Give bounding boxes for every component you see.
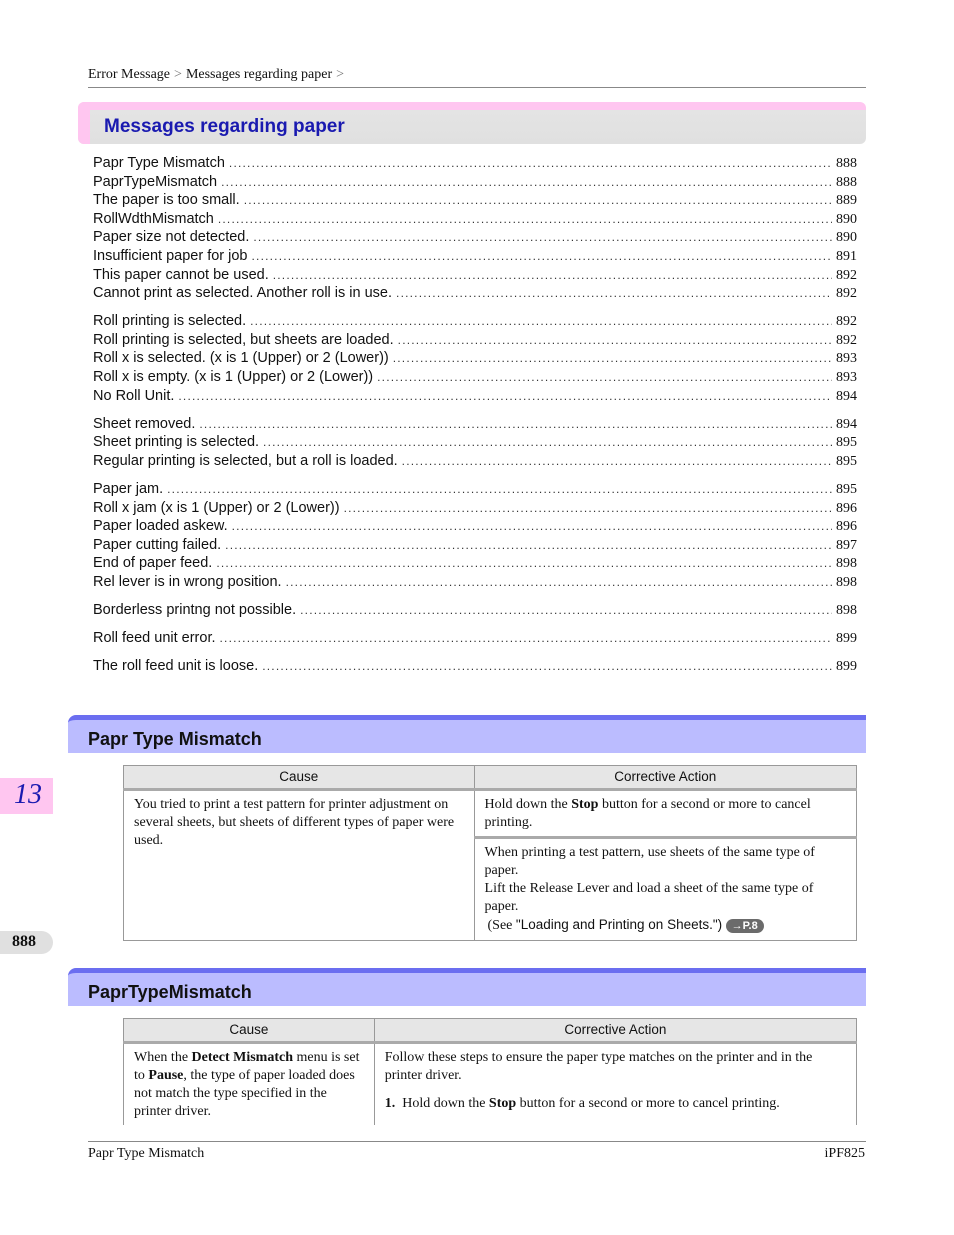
step-text: Hold down the: [402, 1096, 489, 1111]
dot-leader: [220, 629, 832, 648]
toc-entry[interactable]: [93, 173, 857, 192]
toc-entry-label[interactable]: Paper loaded askew.: [93, 518, 228, 535]
toc-entry-page[interactable]: 889: [836, 193, 857, 209]
toc-entry-label[interactable]: End of paper feed.: [93, 555, 213, 572]
cross-reference: [485, 916, 846, 935]
chapter-number: 13: [14, 779, 42, 810]
toc-entry-label[interactable]: Sheet printing is selected.: [93, 434, 260, 451]
dot-leader: [229, 154, 832, 173]
step-number: 1.: [384, 1096, 396, 1111]
dot-leader: [218, 210, 832, 229]
dot-leader: [250, 312, 832, 331]
stop-label: Stop: [488, 1096, 517, 1111]
cause-text: When the: [134, 1050, 192, 1065]
toc-entry-label[interactable]: Roll x is empty. (x is 1 (Upper) or 2 (Lower)): [93, 369, 374, 386]
toc-entry[interactable]: [93, 284, 857, 303]
header-divider: [88, 87, 866, 88]
dot-leader: [286, 573, 832, 592]
toc-entry-label[interactable]: Paper cutting failed.: [93, 536, 222, 553]
toc-entry-page[interactable]: 897: [836, 537, 857, 553]
toc-entry[interactable]: [93, 368, 857, 387]
toc-entry-label[interactable]: Roll printing is selected.: [93, 313, 247, 330]
dot-leader: [167, 480, 832, 499]
toc-entry[interactable]: [93, 601, 857, 620]
toc-entry[interactable]: [93, 210, 857, 229]
cause-text: , the type of paper loaded does not match the type specified in the printer driver.: [134, 1068, 355, 1119]
toc-entry-label[interactable]: Roll x jam (x is 1 (Upper) or 2 (Lower)): [93, 499, 340, 516]
action-text: button for a second or more to cancel printing.: [484, 797, 811, 830]
dot-leader: [393, 349, 832, 368]
toc-group: [93, 312, 857, 405]
breadcrumb-item[interactable]: Error Message: [88, 67, 171, 82]
action-text: Lift the Release Lever and load a sheet of the same type of paper.: [484, 881, 814, 914]
cause-text: menu is set to: [134, 1050, 360, 1083]
table-of-contents: [93, 154, 857, 685]
toc-entry[interactable]: [93, 331, 857, 350]
toc-entry-page[interactable]: 892: [836, 267, 857, 283]
toc-entry-page[interactable]: 888: [836, 156, 857, 171]
toc-group: [93, 480, 857, 592]
footer-model-name: iPF825: [824, 1146, 865, 1161]
subsection-header: [68, 968, 866, 1006]
action-text: Follow these steps to ensure the paper type matches on the printer and in the printer driver.: [384, 1050, 813, 1083]
toc-entry-page[interactable]: 890: [836, 211, 857, 227]
column-header-action: Corrective Action: [474, 766, 856, 790]
toc-entry-page[interactable]: 899: [836, 631, 857, 647]
menu-value: Pause: [148, 1068, 184, 1083]
cause-cell: [124, 1043, 375, 1126]
dot-leader: [344, 499, 832, 518]
column-header-cause: Cause: [124, 1019, 375, 1043]
toc-entry[interactable]: [93, 452, 857, 471]
action-cell: [474, 790, 856, 838]
toc-entry-page[interactable]: 891: [836, 248, 857, 264]
toc-entry[interactable]: [93, 247, 857, 266]
toc-entry-label[interactable]: This paper cannot be used.: [93, 266, 269, 283]
toc-entry[interactable]: [93, 517, 857, 536]
toc-entry-label[interactable]: Rel lever is in wrong position.: [93, 573, 282, 590]
dot-leader: [225, 536, 832, 555]
page-title: Messages regarding paper: [104, 116, 345, 137]
column-header-cause: Cause: [124, 766, 475, 790]
toc-entry[interactable]: [93, 387, 857, 406]
toc-entry[interactable]: [93, 154, 857, 173]
step-item: [385, 1095, 846, 1113]
toc-entry-label[interactable]: Paper jam.: [93, 481, 164, 497]
subsection-title: PaprTypeMismatch: [88, 982, 252, 1002]
toc-group: [93, 657, 857, 676]
dot-leader: [232, 517, 832, 536]
dot-leader: [402, 452, 832, 471]
toc-entry-page[interactable]: 894: [836, 388, 857, 404]
dot-leader: [377, 368, 832, 387]
toc-entry[interactable]: [93, 228, 857, 247]
stop-label: Stop: [571, 797, 599, 812]
toc-entry-page[interactable]: 892: [836, 286, 857, 302]
toc-entry-label[interactable]: Roll feed unit error.: [93, 630, 216, 647]
toc-entry-page[interactable]: 895: [836, 453, 857, 469]
toc-entry-label[interactable]: Regular printing is selected, but a roll is loaded.: [93, 452, 398, 469]
toc-entry-page[interactable]: 892: [836, 332, 857, 348]
breadcrumb-item[interactable]: Messages regarding paper: [185, 67, 333, 82]
dot-leader: [253, 228, 832, 247]
toc-entry-page[interactable]: 890: [836, 230, 857, 246]
toc-group: [93, 629, 857, 648]
dot-leader: [216, 554, 832, 573]
toc-entry-label[interactable]: Paper size not detected.: [93, 229, 250, 246]
cause-cell: [124, 790, 475, 941]
toc-entry[interactable]: [93, 499, 857, 518]
section-header: [78, 102, 866, 144]
toc-entry-page[interactable]: 898: [836, 556, 857, 572]
toc-entry-page[interactable]: 895: [836, 435, 857, 451]
dot-leader: [398, 331, 832, 350]
cross-reference-link[interactable]: "Loading and Printing on Sheets."): [515, 917, 723, 932]
menu-name: Detect Mismatch: [191, 1050, 293, 1065]
action-cell: [474, 838, 856, 941]
breadcrumb: Error Message > Messages regarding paper >: [88, 67, 345, 82]
header-accent: [78, 102, 90, 144]
dot-leader: [273, 266, 832, 285]
subsection-header: [68, 715, 866, 753]
page-link-badge[interactable]: →P.8: [726, 919, 764, 933]
dot-leader: [252, 247, 833, 266]
toc-entry-label[interactable]: RollWdthMismatch: [93, 210, 214, 227]
toc-group: [93, 154, 857, 303]
toc-entry[interactable]: [93, 191, 857, 210]
toc-group: [93, 415, 857, 471]
toc-entry-label[interactable]: Papr Type Mismatch: [93, 155, 225, 171]
toc-entry-label[interactable]: PaprTypeMismatch: [93, 173, 218, 190]
dot-leader: [262, 657, 832, 676]
page-number-tab: [0, 931, 53, 954]
toc-entry-label[interactable]: Roll printing is selected, but sheets are loaded.: [93, 331, 394, 348]
dot-leader: [178, 387, 832, 406]
action-text: When printing a test pattern, use sheets of the same type of paper.: [484, 845, 815, 878]
action-cell: [374, 1043, 856, 1126]
toc-entry[interactable]: [93, 536, 857, 555]
dot-leader: [221, 173, 832, 192]
toc-entry-label[interactable]: Cannot print as selected. Another roll is in use.: [93, 285, 393, 302]
footer-section-name: Papr Type Mismatch: [88, 1146, 205, 1161]
toc-entry-label[interactable]: Insufficient paper for job: [93, 247, 248, 264]
toc-entry-label[interactable]: No Roll Unit.: [93, 387, 175, 404]
toc-entry-page[interactable]: 894: [836, 416, 857, 432]
error-table: [123, 1018, 857, 1125]
chapter-tab: [0, 778, 53, 814]
toc-entry[interactable]: [93, 573, 857, 592]
toc-entry-page[interactable]: 888: [836, 174, 857, 190]
page-number: 888: [12, 933, 36, 950]
toc-entry-label[interactable]: The roll feed unit is loose.: [93, 658, 259, 675]
toc-entry[interactable]: [93, 657, 857, 676]
toc-entry-page[interactable]: 895: [836, 482, 857, 497]
dot-leader: [396, 284, 832, 303]
toc-entry-page[interactable]: 893: [836, 370, 857, 386]
toc-entry-page[interactable]: 896: [836, 519, 857, 535]
toc-entry[interactable]: [93, 266, 857, 285]
toc-entry[interactable]: [93, 415, 857, 434]
toc-entry-page[interactable]: 899: [836, 659, 857, 675]
dot-leader: [199, 415, 832, 434]
subsection-title: Papr Type Mismatch: [88, 729, 262, 749]
toc-entry-page[interactable]: 898: [836, 603, 857, 619]
toc-entry-label[interactable]: Borderless printng not possible.: [93, 602, 297, 619]
footer-divider: [88, 1141, 866, 1142]
step-text: button for a second or more to cancel printing.: [516, 1096, 780, 1111]
toc-entry[interactable]: [93, 312, 857, 331]
dot-leader: [263, 433, 832, 452]
toc-entry-page[interactable]: 898: [836, 574, 857, 590]
toc-entry[interactable]: [93, 629, 857, 648]
cause-text: You tried to print a test pattern for printer adjustment on several sheets, but sheets of different types of paper were used.: [134, 797, 455, 848]
action-text: Hold down the: [484, 797, 572, 812]
error-table: [123, 765, 857, 941]
see-text: (See: [487, 918, 516, 933]
toc-entry[interactable]: [93, 349, 857, 368]
toc-entry-label[interactable]: Sheet removed.: [93, 415, 196, 432]
toc-entry-page[interactable]: 892: [836, 314, 857, 330]
toc-entry-label[interactable]: Roll x is selected. (x is 1 (Upper) or 2 (Lower)): [93, 350, 389, 367]
toc-entry-label[interactable]: The paper is too small.: [93, 192, 240, 209]
toc-entry-page[interactable]: 896: [836, 500, 857, 516]
dot-leader: [300, 601, 832, 620]
toc-group: [93, 601, 857, 620]
toc-entry[interactable]: [93, 433, 857, 452]
toc-entry-page[interactable]: 893: [836, 351, 857, 367]
column-header-action: Corrective Action: [374, 1019, 856, 1043]
dot-leader: [244, 191, 832, 210]
toc-entry[interactable]: [93, 554, 857, 573]
toc-entry[interactable]: [93, 480, 857, 499]
